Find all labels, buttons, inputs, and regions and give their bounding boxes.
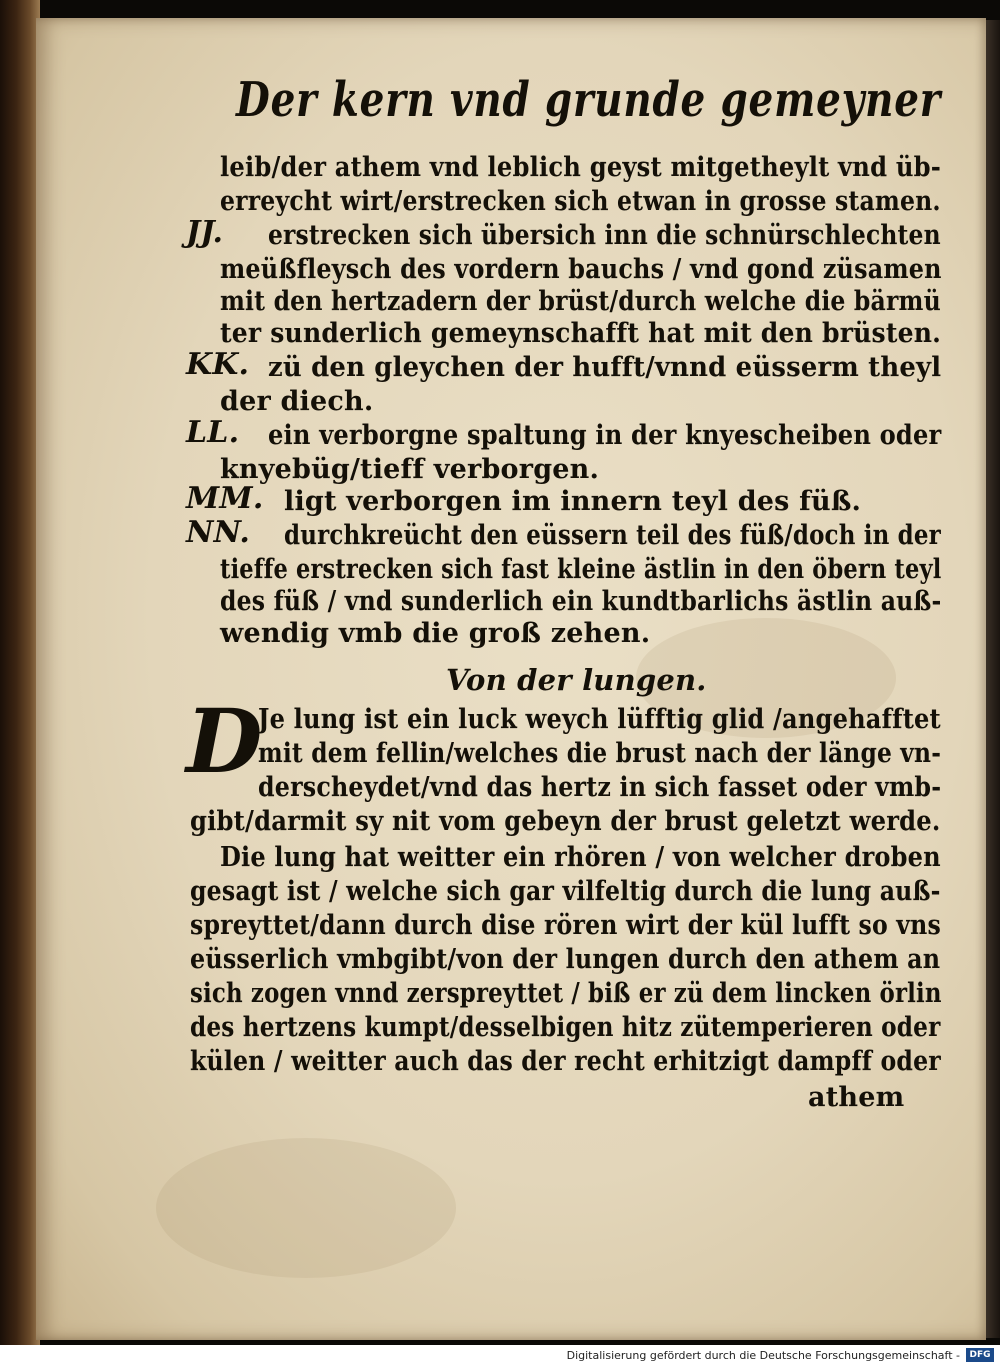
- section-title: Von der lungen.: [446, 663, 707, 697]
- text-line: zü den gleychen der hufft/vnnd eüsserm theyl: [268, 352, 942, 383]
- book-binding-edge: [0, 0, 40, 1345]
- entry-label: JJ.: [186, 215, 224, 250]
- funding-credit: Digitalisierung gefördert durch die Deutsche Forschungsgemeinschaft -: [566, 1349, 960, 1362]
- text-line: leib/der athem vnd leblich geyst mitgetheylt vnd üb-: [220, 152, 941, 183]
- text-line: mit dem fellin/welches die brust nach der länge vn-: [258, 738, 942, 769]
- catchword: athem: [808, 1082, 905, 1113]
- dfg-logo: DFG: [966, 1348, 994, 1362]
- text-line: Die lung hat weitter ein rhören / von welcher droben: [220, 842, 941, 873]
- text-line: sich zogen vnnd zerspreyttet / biß er zü dem lincken örlin: [190, 978, 942, 1009]
- text-line: külen / weitter auch das der recht erhitzigt dampff oder: [190, 1046, 941, 1077]
- text-line: spreyttet/dann durch dise rören wirt der kül lufft so vns: [190, 910, 941, 941]
- page-edge-shadow: [986, 20, 1000, 1338]
- running-header: Der kern vnd grunde gemeyner: [236, 72, 942, 128]
- text-line: meüßfleysch des vordern bauchs / vnd gond züsamen: [220, 254, 942, 285]
- text-line: Je lung ist ein luck weych lüfftig glid /angehafftet: [258, 704, 941, 735]
- decorated-initial: D: [186, 689, 263, 793]
- text-line: derscheydet/vnd das hertz in sich fasset oder vmb-: [258, 772, 942, 803]
- entry-label: LL.: [186, 415, 240, 450]
- text-line: mit den hertzadern der brüst/durch welche die bärmü: [220, 286, 941, 317]
- text-line: wendig vmb die groß zehen.: [220, 618, 651, 649]
- text-line: des füß / vnd sunderlich ein kundtbarlichs ästlin auß-: [220, 586, 942, 617]
- text-line: erreycht wirt/erstrecken sich etwan in grosse stamen.: [220, 186, 941, 217]
- text-line: durchkreücht den eüssern teil des füß/doch in der: [284, 520, 941, 551]
- text-line: des hertzens kumpt/desselbigen hitz zütemperieren oder: [190, 1012, 941, 1043]
- entry-label: KK.: [186, 347, 250, 382]
- entry-label: NN.: [186, 515, 250, 550]
- text-line: ligt verborgen im innern teyl des füß.: [284, 486, 862, 517]
- text-line: ein verborgne spaltung in der knyescheiben oder: [268, 420, 942, 451]
- text-line: ter sunderlich gemeynschafft hat mit den brüsten.: [220, 318, 942, 349]
- footer-bar: [0, 1345, 1000, 1366]
- page-text: [36, 18, 986, 1340]
- text-line: tieffe erstrecken sich fast kleine ästlin in den öbern teyl: [220, 554, 942, 585]
- text-line: knyebüg/tieff verborgen.: [220, 454, 600, 485]
- text-line: gesagt ist / welche sich gar vilfeltig durch die lung auß-: [190, 876, 941, 907]
- text-line: erstrecken sich übersich inn die schnürschlechten: [268, 220, 941, 251]
- text-line: gibt/darmit sy nit vom gebeyn der brust geletzt werde.: [190, 806, 941, 837]
- text-line: eüsserlich vmbgibt/von der lungen durch den athem an: [190, 944, 941, 975]
- entry-label: MM.: [186, 481, 264, 516]
- text-line: der diech.: [220, 386, 374, 417]
- book-page: [36, 18, 986, 1340]
